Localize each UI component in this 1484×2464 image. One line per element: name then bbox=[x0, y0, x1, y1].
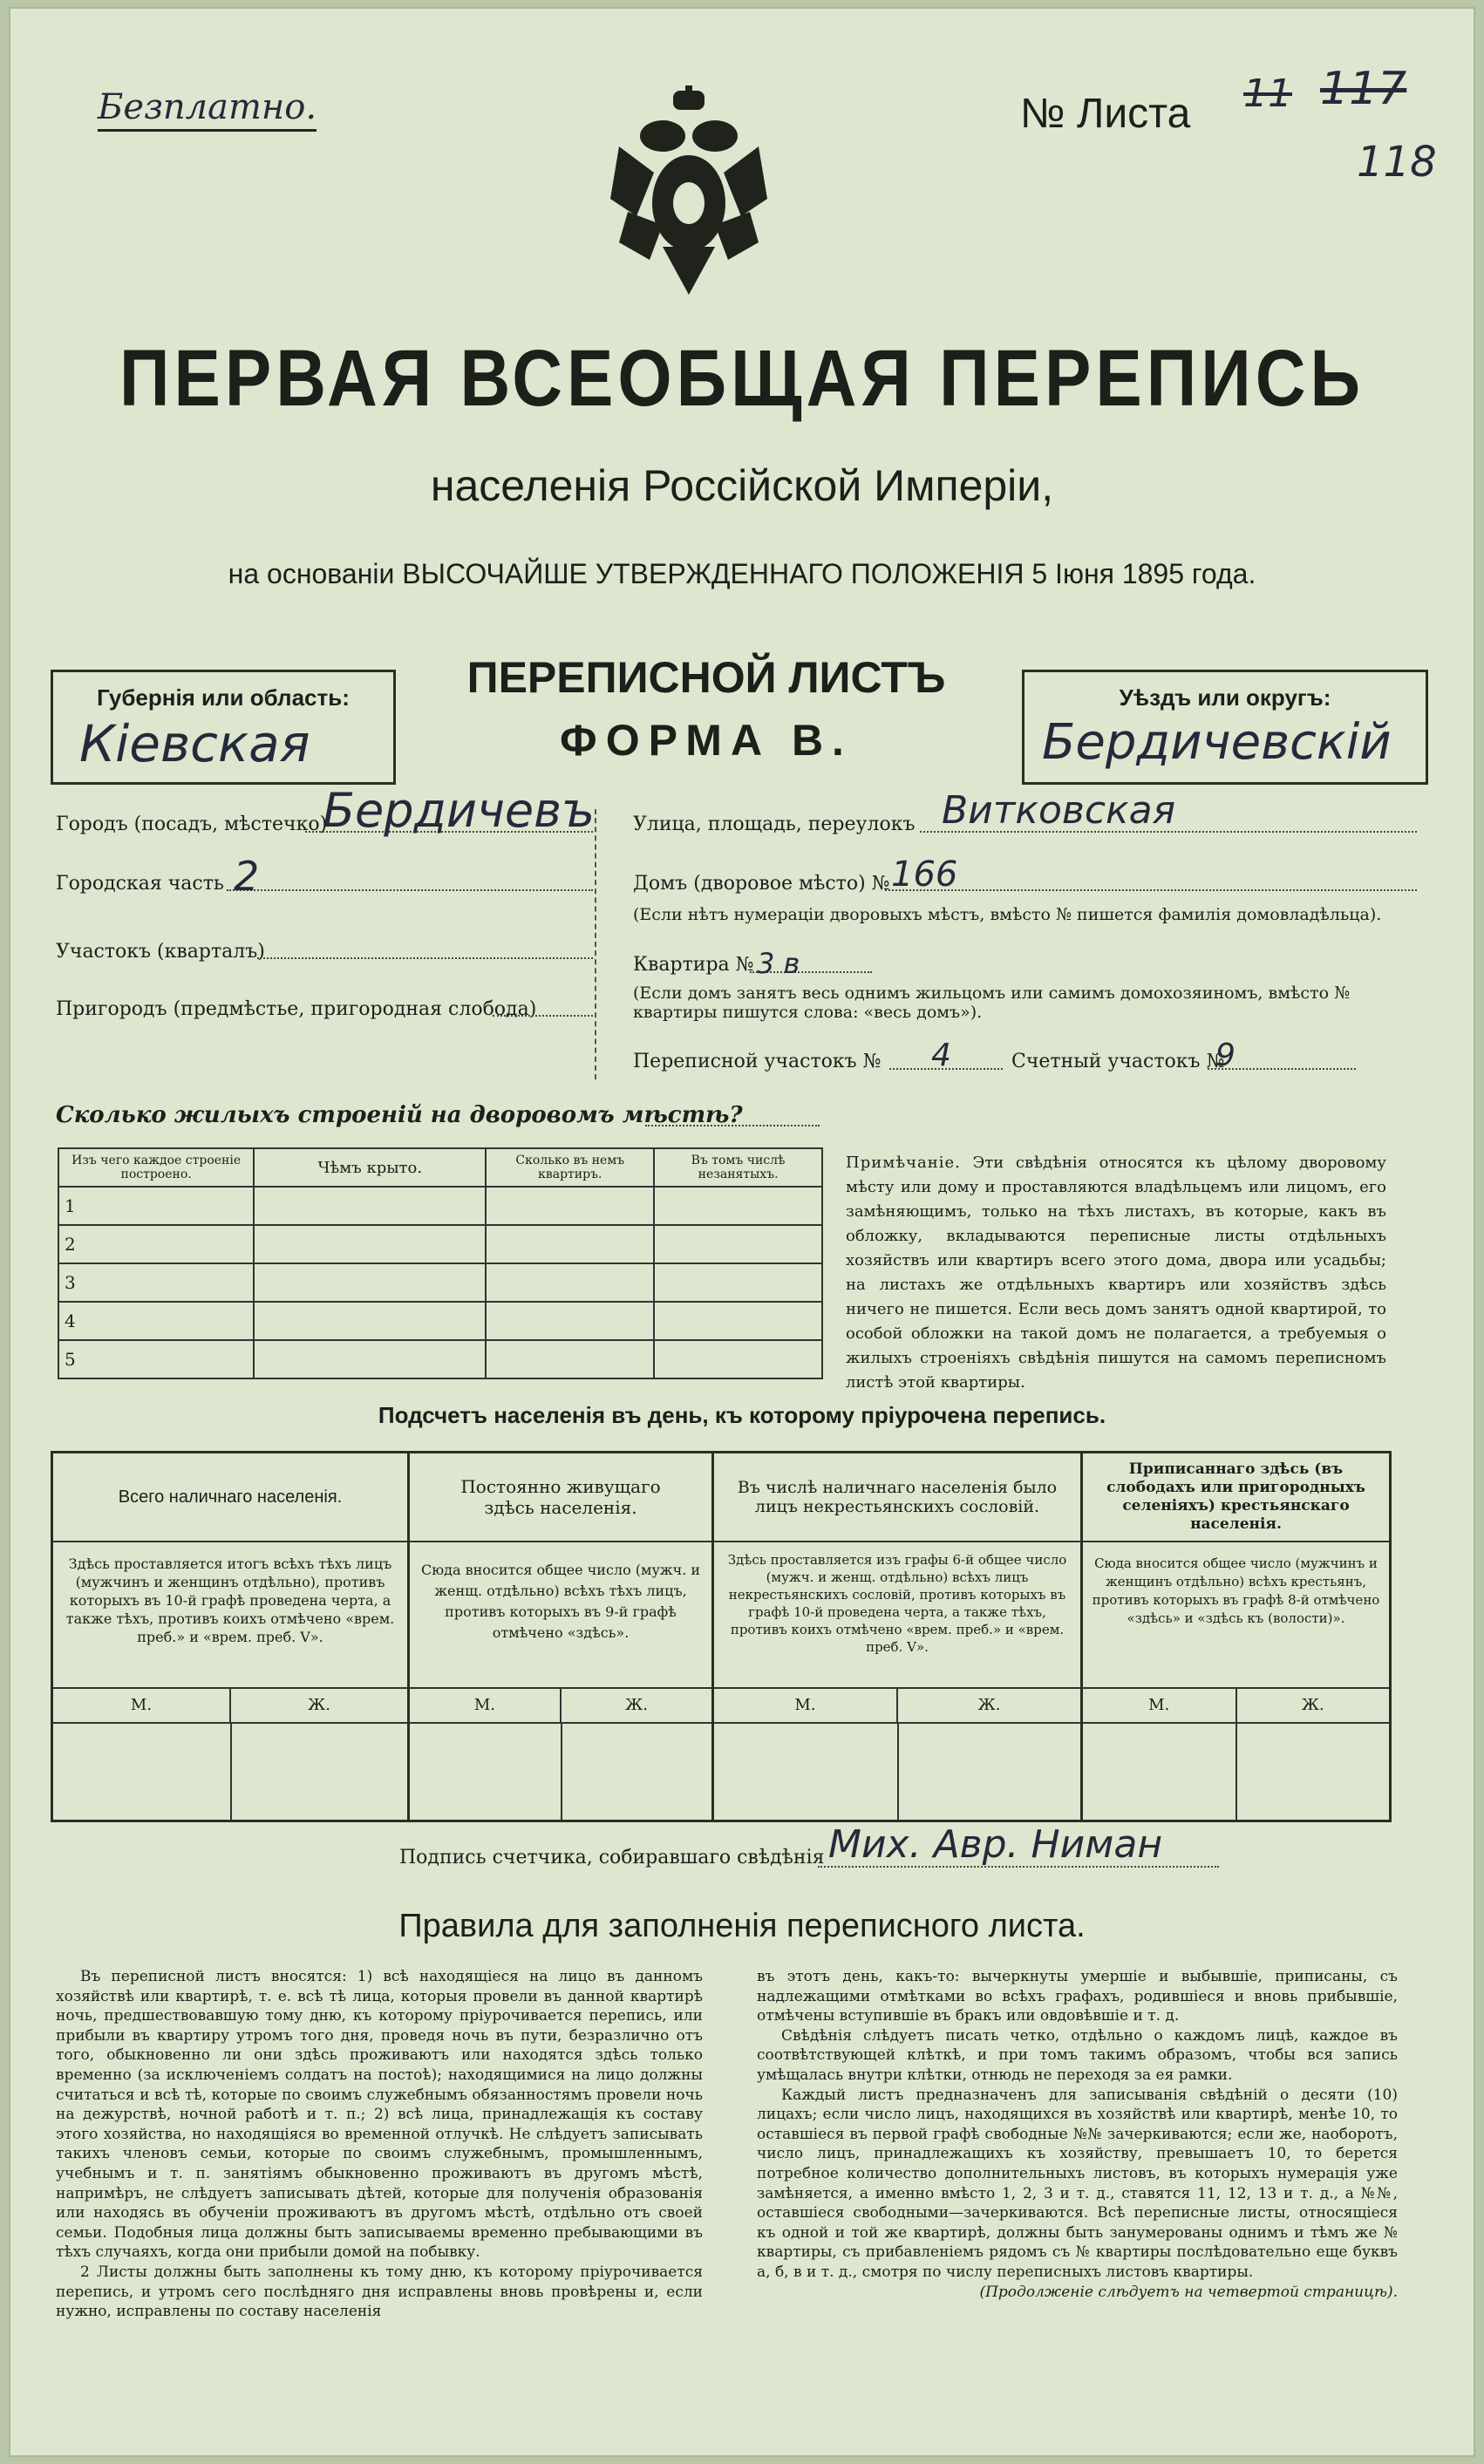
census-area-label: Переписной участокъ № bbox=[633, 1051, 882, 1072]
tally-col-body: Здѣсь проставляется итогъ всѣхъ тѣхъ лицъ (мужчинъ и женщинъ отдѣльно), противъ которыхъ въ 10-й графѣ проведена черта, а также тѣхъ, противъ коихъ отмѣчено «врем. преб.» и «врем. преб. V». bbox=[65, 1555, 395, 1645]
rules-paragraph: въ этотъ день, какъ-то: вычеркнуты умершіе и выбывшіе, приписаны, съ надлежащими отмѣтками во всѣхъ графахъ, родившіеся и вновь прибывшіе, отмѣчены вступившіе въ бракъ или овдовѣвшіе и т. д. bbox=[757, 1968, 1398, 2025]
tally-split bbox=[1236, 1722, 1237, 1820]
table-cell[interactable] bbox=[654, 1225, 822, 1263]
female-label: Ж. bbox=[625, 1696, 648, 1714]
apartment-value[interactable]: 3 в bbox=[757, 947, 800, 980]
note-text: Эти свѣдѣнія относятся къ цѣлому дворовому мѣсту или дому и проставляются владѣльцемъ или лицомъ, его замѣняющимъ, только на тѣхъ листахъ, въ которые, какъ въ обложку, вкладываются переписные листы отдѣльныхъ хозяйствъ или квартиръ всего этого дома, двора или усадьбы; на листахъ же отдѣльныхъ квартиръ или хозяйствъ здѣсь ничего не пишется. Если весь домъ занятъ одной квартирой, то особой обложки на такой домъ не полагается, а требуемыя о жилыхъ строеніяхъ свѣдѣнія пишутся на самомъ переписномъ листѣ этой квартиры. bbox=[846, 1154, 1386, 1392]
table-cell[interactable] bbox=[486, 1302, 654, 1340]
form-title: ПЕРЕПИСНОЙ ЛИСТЪ bbox=[466, 653, 946, 702]
legal-basis: на основаніи ВЫСОЧАЙШЕ УТВЕРЖДЕННАГО ПОЛОЖЕНІЯ 5 Іюня 1895 года. bbox=[228, 558, 1256, 589]
male-label: М. bbox=[410, 1689, 562, 1722]
table-cell[interactable] bbox=[254, 1263, 486, 1302]
table-cell[interactable] bbox=[486, 1225, 654, 1263]
city-part-value[interactable]: 2 bbox=[234, 853, 260, 900]
city-value[interactable]: Бердичевъ bbox=[323, 783, 596, 838]
tally-col-peasant bbox=[1083, 1453, 1389, 1820]
tally-split bbox=[561, 1722, 562, 1820]
table-cell[interactable] bbox=[654, 1340, 822, 1378]
rules-paragraph: Каждый листъ предназначенъ для записыванія свѣдѣній о десяти (10) лицахъ; если число лицъ, находящихся въ хозяйствѣ или квартирѣ, менѣе 10, то оставшіеся въ первой графѣ свободные №№ зачеркиваются; если же, наоборотъ, число лицъ, принадлежащихъ къ хозяйству, превышаетъ 10, то берется потребное количество дополнительныхъ листовъ, въ которыхъ нумерація уже замѣняется, а именно вмѣсто 1, 2, 3 и т. д., ставятся 11, 12, 13 и т. д., а №№, оставшіеся свободными—зачеркиваются. Всѣ переписные листы, относящіеся къ одной и той же квартирѣ, должны быть занумерованы однимъ и тѣмъ же № квартиры, съ прибавленіемъ рядомъ съ № квартиры послѣдовательно еще буквъ а, б, в и т. д., смотря по числу переписныхъ листовъ квартиры. bbox=[757, 2086, 1398, 2281]
form-name: ФОРМА В. bbox=[560, 716, 853, 765]
suburb-line[interactable] bbox=[493, 1015, 593, 1017]
street-value[interactable]: Витковская bbox=[942, 788, 1176, 833]
table-cell[interactable] bbox=[486, 1187, 654, 1225]
buildings-question: Сколько жилыхъ строеній на дворовомъ мѣстѣ? bbox=[56, 1102, 743, 1128]
tally-mf-row bbox=[714, 1687, 1080, 1724]
table-cell[interactable] bbox=[254, 1187, 486, 1225]
signature-label: Подпись счетчика, собиравшаго свѣдѣнія bbox=[399, 1847, 825, 1868]
table-cell[interactable] bbox=[654, 1263, 822, 1302]
sheet-number-label: № Листа bbox=[1020, 91, 1191, 137]
row-number: 3 bbox=[58, 1263, 254, 1302]
table-row bbox=[58, 1340, 822, 1378]
tally-col-head: Приписаннаго здѣсь (въ слободахъ или пригородныхъ селеніяхъ) крестьянскаго населенія. bbox=[1083, 1453, 1389, 1542]
note-title: Примѣчаніе. bbox=[846, 1154, 961, 1172]
suburb-label: Пригородъ (предмѣстье, пригородная слобода) bbox=[56, 998, 537, 1020]
buildings-table bbox=[58, 1147, 823, 1379]
district-label: Уѣздъ или округъ: bbox=[1119, 684, 1331, 711]
plot-line[interactable] bbox=[257, 957, 593, 959]
street-label: Улица, площадь, переулокъ bbox=[633, 813, 916, 835]
male-label: М. bbox=[714, 1689, 898, 1722]
city-part-label: Городская часть bbox=[56, 873, 224, 895]
table-row bbox=[58, 1225, 822, 1263]
tally-col-body: Сюда вносится общее число (мужчинъ и женщинъ отдѣльно) всѣхъ крестьянъ, противъ которыхъ въ графѣ 8-й отмѣчено «здѣсь» и «здѣсь къ (волости)». bbox=[1092, 1555, 1380, 1626]
buildings-note bbox=[846, 1151, 1386, 1395]
table-cell[interactable] bbox=[254, 1225, 486, 1263]
table-cell[interactable] bbox=[486, 1263, 654, 1302]
table-cell[interactable] bbox=[254, 1302, 486, 1340]
house-value[interactable]: 166 bbox=[891, 854, 958, 895]
table-cell[interactable] bbox=[654, 1187, 822, 1225]
tally-table bbox=[51, 1451, 1392, 1822]
apartment-note: (Если домъ занятъ весь однимъ жильцомъ или самимъ домохозяиномъ, вмѣсто № квартиры пишутся слова: «весь домъ»). bbox=[633, 984, 1351, 1022]
tally-col-head: Постоянно живущаго здѣсь населенія. bbox=[410, 1453, 711, 1542]
page-title: ПЕРВАЯ ВСЕОБЩАЯ ПЕРЕПИСЬ bbox=[119, 333, 1365, 423]
house-note: (Если нѣтъ нумераціи дворовыхъ мѣстъ, вмѣсто № пишется фамилія домовладѣльца). bbox=[633, 905, 1382, 924]
census-area-value[interactable]: 4 bbox=[931, 1038, 951, 1073]
table-cell[interactable] bbox=[486, 1340, 654, 1378]
rules-paragraph: 2 Листы должны быть заполнены къ тому дню, къ которому пріурочивается перепись, и утромъ сего послѣдняго дня исправлены вновь провѣрены и, если нужно, исправлены по составу населенія bbox=[56, 2263, 703, 2321]
house-line bbox=[885, 889, 1417, 891]
province-label: Губернія или область: bbox=[97, 684, 350, 711]
tally-title: Подсчетъ населенія въ день, къ которому пріурочена перепись. bbox=[378, 1402, 1106, 1428]
buildings-header-material: Изъ чего каждое строеніе построено. bbox=[58, 1148, 254, 1187]
rules-continued: (Продолженіе слѣдуетъ на четвертой страницѣ). bbox=[979, 2283, 1398, 2301]
female-label: Ж. bbox=[308, 1696, 330, 1714]
rules-paragraph: Въ переписной листъ вносятся: 1) всѣ находящіеся на лицо въ данномъ хозяйствѣ или квартирѣ, т. е. всѣ тѣ лица, которыя провели въ данной квартирѣ ночь, предшествовавшую тому дню, къ которому пріурочивается перепись, или прибыли въ квартиру утромъ того дня, проведя ночь въ пути, безразлично отъ того, обыкновенно ли они здѣсь проживаютъ или находятся здѣсь только временно (за исключеніемъ солдатъ на постоѣ); находящимися на лицо должны считаться и всѣ тѣ, которые по своимъ служебнымъ обязанностямъ провели ночь на дежурствѣ, ночной работѣ и т. п.; 2) всѣ лица, принадлежащія къ составу этого хозяйства, но находящіяся во временной отлучкѣ. Не слѣдуетъ записывать такихъ членовъ семьи, которые по своимъ служебнымъ, промышленнымъ, учебнымъ и т. п. занятіямъ обыкновенно проживаютъ въ другомъ мѣстѣ, напримѣръ, не слѣдуетъ записывать дѣтей, которые для полученія образованія или находясь въ обученіи проживаютъ въ другомъ мѣстѣ, отдѣльно отъ своей семьи. Подобныя лица должны быть записываемы временно пребывающими въ тѣхъ случаяхъ, когда они прибыли домой на побывку. bbox=[56, 1968, 703, 2262]
buildings-header-apartments: Сколько въ немъ квартиръ. bbox=[486, 1148, 654, 1187]
province-value[interactable]: Кіевская bbox=[79, 714, 310, 773]
tally-mf-row bbox=[410, 1687, 711, 1724]
rules-title: Правила для заполненія переписного листа. bbox=[398, 1908, 1086, 1944]
female-label: Ж. bbox=[1301, 1696, 1324, 1714]
tally-mf-row bbox=[1083, 1687, 1389, 1724]
free-label: Безплатно. bbox=[98, 87, 317, 132]
tally-col-body: Здѣсь проставляется изъ графы 6-й общее число (мужч. и женщ. отдѣльно) всѣхъ лицъ некрестьянскихъ сословій, противъ которыхъ въ графѣ 10-й проведена черта, а также тѣхъ, противъ коихъ отмѣчено «врем. преб.» и «врем. преб. V». bbox=[727, 1552, 1067, 1655]
district-value[interactable]: Бердичевскій bbox=[1042, 714, 1392, 771]
tally-col-non-peasant bbox=[714, 1453, 1083, 1820]
table-cell[interactable] bbox=[654, 1302, 822, 1340]
row-number: 5 bbox=[58, 1340, 254, 1378]
tally-mf-row bbox=[53, 1687, 407, 1724]
form-title-block bbox=[392, 652, 1020, 766]
plot-label: Участокъ (кварталъ) bbox=[56, 941, 265, 963]
rules-right-column bbox=[757, 1967, 1398, 2302]
male-label: М. bbox=[1083, 1689, 1237, 1722]
tally-col-total bbox=[53, 1453, 410, 1820]
table-row bbox=[58, 1187, 822, 1225]
sheet-number-crossed-2: 117 bbox=[1320, 63, 1407, 115]
signature-value[interactable]: Мих. Авр. Ниман bbox=[828, 1822, 1163, 1867]
province-box bbox=[51, 670, 396, 785]
buildings-answer-line[interactable] bbox=[645, 1125, 820, 1126]
count-area-value[interactable]: 9 bbox=[1215, 1038, 1236, 1073]
apartment-label: Квартира № bbox=[633, 954, 754, 976]
tally-col-head: Въ числѣ наличнаго населенія было лицъ некрестьянскихъ сословій. bbox=[714, 1453, 1080, 1542]
page-subtitle: населенія Россійской Имперіи, bbox=[430, 461, 1054, 510]
sheet-number-value: 118 bbox=[1357, 138, 1437, 187]
census-sheet bbox=[9, 7, 1475, 2457]
tally-col-permanent bbox=[410, 1453, 714, 1820]
tally-split bbox=[230, 1722, 232, 1820]
column-divider bbox=[595, 809, 598, 1079]
district-box bbox=[1022, 670, 1428, 785]
table-cell[interactable] bbox=[254, 1340, 486, 1378]
tally-split bbox=[897, 1722, 899, 1820]
row-number: 1 bbox=[58, 1187, 254, 1225]
tally-col-head: Всего наличнаго населенія. bbox=[53, 1453, 407, 1542]
sheet-number-crossed: 11 bbox=[1243, 71, 1292, 116]
eagle-emblem-icon bbox=[602, 85, 776, 312]
rules-paragraph: Свѣдѣнія слѣдуетъ писать четко, отдѣльно о каждомъ лицѣ, каждое въ соотвѣтствующей клѣткѣ, и при томъ такимъ образомъ, чтобы вся запись умѣщалась внутри клѣтки, отнюдь не переходя за ея рамки. bbox=[757, 2026, 1398, 2084]
table-row bbox=[58, 1302, 822, 1340]
buildings-header-vacant: Въ томъ числѣ незанятыхъ. bbox=[654, 1148, 822, 1187]
rules-left-column bbox=[56, 1967, 703, 2322]
city-label: Городъ (посадъ, мѣстечко) bbox=[56, 813, 328, 835]
table-row bbox=[58, 1263, 822, 1302]
female-label: Ж. bbox=[977, 1696, 1001, 1714]
count-area-label: Счетный участокъ № bbox=[1011, 1051, 1225, 1072]
city-part-line bbox=[227, 889, 593, 891]
buildings-header-roof: Чѣмъ крыто. bbox=[254, 1148, 486, 1187]
row-number: 2 bbox=[58, 1225, 254, 1263]
tally-col-body: Сюда вносится общее число (мужч. и женщ. отдѣльно) всѣхъ тѣхъ лицъ, противъ которыхъ въ 9-й графѣ отмѣчено «здѣсь». bbox=[420, 1562, 701, 1641]
house-label: Домъ (дворовое мѣсто) № bbox=[633, 873, 890, 895]
row-number: 4 bbox=[58, 1302, 254, 1340]
male-label: М. bbox=[53, 1689, 231, 1722]
